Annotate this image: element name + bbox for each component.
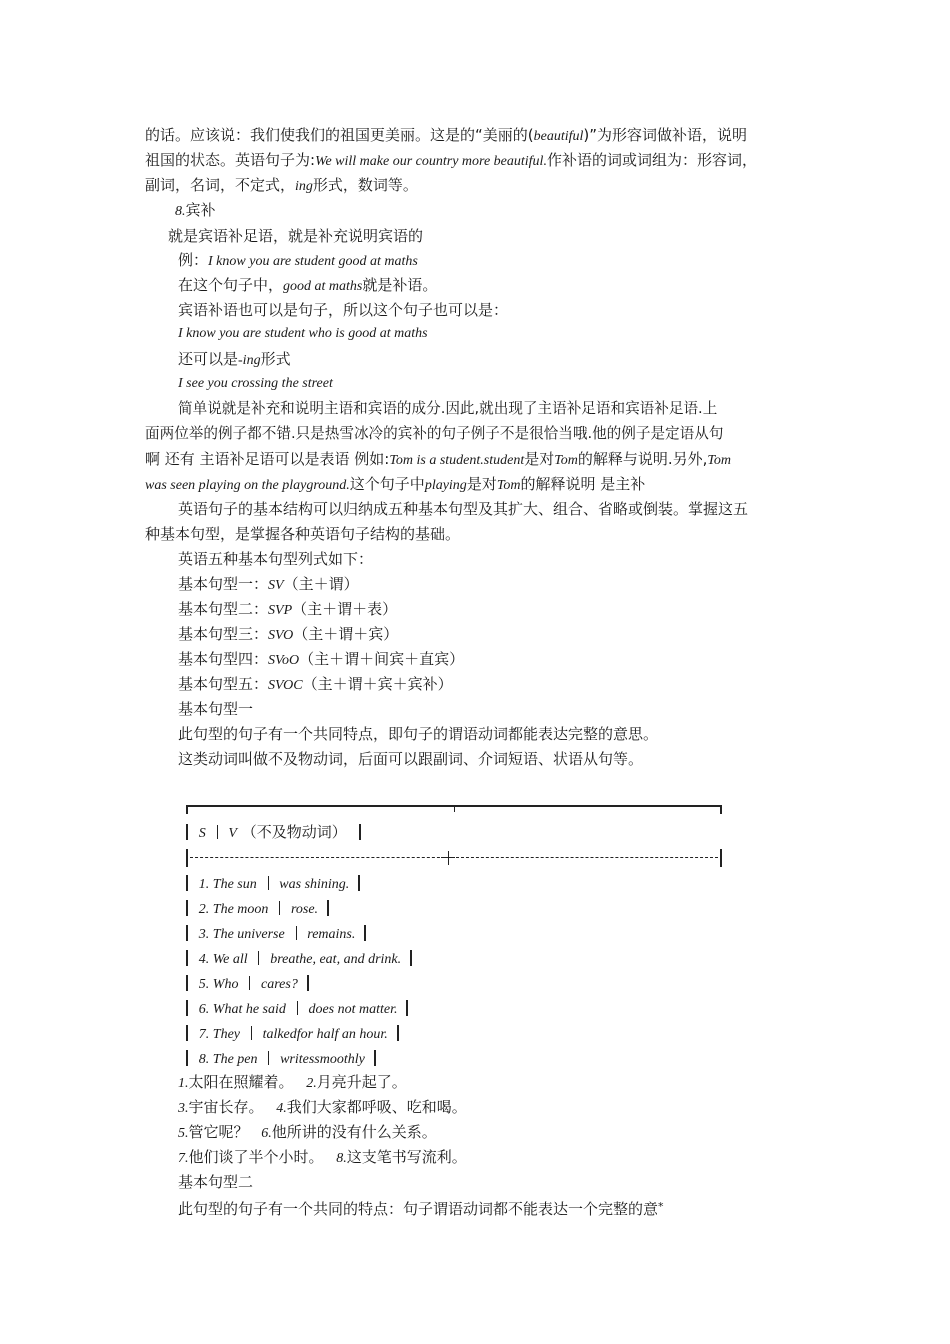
table-row <box>186 897 329 921</box>
row-verb: breathe, eat, and drink. <box>270 952 402 967</box>
summary-text: 是对 <box>466 475 497 493</box>
translation-number: 5. <box>178 1126 189 1141</box>
row-divider <box>296 926 297 940</box>
summary-english: was seen playing on the playground. <box>145 478 350 493</box>
intro-english-word: beautiful <box>533 129 584 144</box>
table-border-right <box>359 824 361 840</box>
summary-english: Tom <box>707 453 732 468</box>
structure-line-2: 种基本句型，是掌握各种英语句子结构的基础。 <box>145 525 461 543</box>
pattern-item-1 <box>178 573 359 597</box>
translation-number: 3. <box>178 1101 189 1116</box>
pattern-code: SVO <box>268 628 294 643</box>
summary-line-1: 简单说就是补充和说明主语和宾语的成分.因此,就出现了主语补足语和宾语补足语.上 <box>178 400 718 417</box>
structure-line-1: 英语句子的基本结构可以归纳成五种基本句型及其扩大、组合、省略或倒装。掌握这五 <box>178 500 749 518</box>
row-verb: rose. <box>290 902 319 917</box>
note-text: 还可以是 <box>178 350 239 368</box>
intro-quote-close: )”为形容词做补语，说明 <box>583 126 748 144</box>
pattern-code: SVOC <box>268 678 303 693</box>
pattern-item-4 <box>178 648 464 672</box>
type2-mark: * <box>658 1200 664 1213</box>
table-top-mid-tick <box>454 805 455 812</box>
translation-number: 6. <box>261 1126 272 1141</box>
translation-text: 管它呢？ <box>188 1123 249 1141</box>
translation-text: 他们谈了半个小时。 <box>188 1148 324 1166</box>
note-english: -ing <box>238 353 261 368</box>
intro-text: 副词，名词，不定式， <box>145 176 296 194</box>
row-verb: writessmoothly <box>280 1052 365 1067</box>
type1-line-2: 这类动词叫做不及物动词，后面可以跟副词、介词短语、状语从句等。 <box>178 750 644 768</box>
intro-line-2 <box>145 149 757 173</box>
table-row <box>186 972 309 996</box>
pattern-code: SV <box>268 578 284 593</box>
pattern-label: 基本句型四： <box>178 650 269 668</box>
intro-quote-open: “美丽的( <box>475 126 534 144</box>
table-row <box>186 1047 376 1071</box>
row-verb: remains. <box>307 927 356 942</box>
row-verb: does not matter. <box>308 1002 398 1017</box>
row-border <box>397 1025 399 1041</box>
row-divider <box>268 1051 269 1065</box>
row-divider <box>258 951 259 965</box>
row-divider <box>249 976 250 990</box>
row-border <box>186 900 188 916</box>
pattern-desc: （主＋谓＋宾＋宾补） <box>302 675 453 693</box>
translation-text: 太阳在照耀着。 <box>188 1073 294 1091</box>
table-separator <box>186 849 724 867</box>
type1-line-1: 此句型的句子有一个共同特点，即句子的谓语动词都能表达完整的意思。 <box>178 725 659 743</box>
row-subject: 5. Who <box>198 977 239 992</box>
translation-number: 4. <box>276 1101 287 1116</box>
pattern-label: 基本句型一： <box>178 575 269 593</box>
row-divider <box>279 901 280 915</box>
row-border <box>186 875 188 891</box>
table-header-note: （不及物动词） <box>241 823 347 841</box>
translation-text: 宇宙长存。 <box>188 1098 264 1116</box>
summary-line-4 <box>145 473 645 497</box>
row-subject: 8. The pen <box>198 1052 258 1067</box>
pattern-desc: （主＋谓＋表） <box>292 600 398 618</box>
pattern-item-5 <box>178 673 453 697</box>
row-subject: 4. We all <box>198 952 248 967</box>
intro-english-sentence: We will make our country more beautiful. <box>315 154 547 169</box>
type2-text: 此句型的句子有一个共同的特点：句子谓语动词都不能表达一个完整的意 <box>178 1200 659 1218</box>
translation-number: 2. <box>306 1076 317 1091</box>
intro-text: 形式，数词等。 <box>312 176 418 194</box>
table-row <box>186 997 408 1021</box>
pattern-label: 基本句型三： <box>178 625 269 643</box>
table-row <box>186 872 360 896</box>
summary-line-2: 面两位举的例子都不错.只是热雪冰冷的宾补的句子例子不是很恰当哦.他的例子是定语从句 <box>145 425 724 442</box>
pattern-code: SVP <box>268 603 293 618</box>
pattern-desc: （主＋谓＋宾） <box>293 625 399 643</box>
pattern-label: 基本句型五： <box>178 675 269 693</box>
section8-definition: 就是宾语补足语，就是补充说明宾语的 <box>168 227 424 245</box>
translation-text: 这支笔书写流利。 <box>346 1148 467 1166</box>
intro-line-1 <box>145 124 747 148</box>
type1-heading: 基本句型一 <box>178 700 254 718</box>
section8-heading <box>175 199 216 223</box>
row-border <box>186 1050 188 1066</box>
row-subject: 2. The moon <box>198 902 269 917</box>
row-border <box>186 925 188 941</box>
pattern-label: 基本句型二： <box>178 600 269 618</box>
row-subject: 3. The universe <box>198 927 285 942</box>
row-divider <box>251 1026 252 1040</box>
pattern-desc: （主＋谓） <box>283 575 359 593</box>
summary-text: 的解释与说明.另外, <box>577 450 708 468</box>
table-header-s: S <box>198 826 206 841</box>
translation-line <box>178 1071 407 1095</box>
table-column-divider <box>217 825 218 839</box>
translation-number: 8. <box>336 1151 347 1166</box>
intro-text: 的话。应该说：我们使我们的祖国更美丽。这是的 <box>145 126 476 144</box>
translation-number: 1. <box>178 1076 189 1091</box>
translation-number: 7. <box>178 1151 189 1166</box>
section-number: 8. <box>175 204 186 219</box>
row-subject: 1. The sun <box>198 877 257 892</box>
translation-line <box>178 1096 467 1120</box>
note-text: 就是补语。 <box>362 276 438 294</box>
section8-example-2: I know you are student who is good at maths <box>178 326 428 341</box>
row-subject: 6. What he said <box>198 1002 286 1017</box>
table-top-left-corner <box>186 805 188 814</box>
summary-text: 啊 还有 主语补足语可以是表语 例如: <box>145 450 390 468</box>
row-verb: was shining. <box>279 877 350 892</box>
intro-english-word: ing <box>295 179 313 194</box>
translation-line <box>178 1146 467 1170</box>
row-subject: 7. They <box>198 1027 240 1042</box>
row-border <box>327 900 329 916</box>
summary-text: 的解释说明 是主补 <box>520 475 646 493</box>
row-verb: cares? <box>261 977 298 992</box>
row-border <box>307 975 309 991</box>
summary-english: Tom <box>496 478 521 493</box>
intro-line-3 <box>145 174 418 198</box>
note-text: 在这个句子中， <box>178 276 284 294</box>
row-verb: talkedfor half an hour. <box>262 1027 388 1042</box>
row-border <box>186 950 188 966</box>
row-border <box>374 1050 376 1066</box>
row-divider <box>268 876 269 890</box>
row-border <box>364 925 366 941</box>
summary-text: 是对 <box>524 450 555 468</box>
translation-text: 我们大家都呼吸、吃和喝。 <box>286 1098 467 1116</box>
table-row <box>186 1022 399 1046</box>
section8-example <box>178 249 418 273</box>
intro-text: 作补语的词或词组为：形容词， <box>546 151 757 169</box>
section-title: 宾补 <box>185 201 216 219</box>
patterns-title: 英语五种基本句型列式如下： <box>178 550 374 568</box>
section8-note-2: 宾语补语也可以是句子，所以这个句子也可以是： <box>178 301 509 319</box>
note-text: 形式 <box>260 350 291 368</box>
section8-example-3: I see you crossing the street <box>178 376 333 391</box>
example-sentence: I know you are student good at maths <box>208 254 418 269</box>
summary-text: 这个句子中 <box>349 475 425 493</box>
row-border <box>358 875 360 891</box>
row-border <box>186 1025 188 1041</box>
row-border <box>186 1000 188 1016</box>
intro-text: 祖国的状态。英语句子为: <box>145 151 316 169</box>
table-header-v: V <box>228 826 237 841</box>
pattern-desc: （主＋谓＋间宾＋直宾） <box>299 650 465 668</box>
table-top-right-corner <box>720 805 722 814</box>
pattern-item-2 <box>178 598 397 622</box>
section8-note-1 <box>178 274 437 298</box>
translation-line <box>178 1121 437 1145</box>
summary-english: Tom is a student.student <box>389 453 525 468</box>
example-label: 例： <box>178 251 209 269</box>
summary-english: Tom <box>554 453 578 468</box>
table-header-row <box>186 821 361 845</box>
table-border-left <box>186 824 188 840</box>
pattern-item-3 <box>178 623 398 647</box>
row-border <box>406 1000 408 1016</box>
type2-heading: 基本句型二 <box>178 1173 254 1191</box>
pattern-code: SVoO <box>268 653 300 668</box>
section8-note-3 <box>178 348 291 372</box>
row-border <box>186 975 188 991</box>
type2-line-1 <box>178 1196 664 1220</box>
table-row <box>186 947 412 971</box>
note-english: good at maths <box>283 279 363 294</box>
summary-line-3 <box>145 448 731 472</box>
translation-text: 月亮升起了。 <box>316 1073 407 1091</box>
row-divider <box>297 1001 298 1015</box>
row-border <box>410 950 412 966</box>
table-row <box>186 922 366 946</box>
translation-text: 他所讲的没有什么关系。 <box>271 1123 437 1141</box>
summary-english: playing <box>424 478 467 493</box>
